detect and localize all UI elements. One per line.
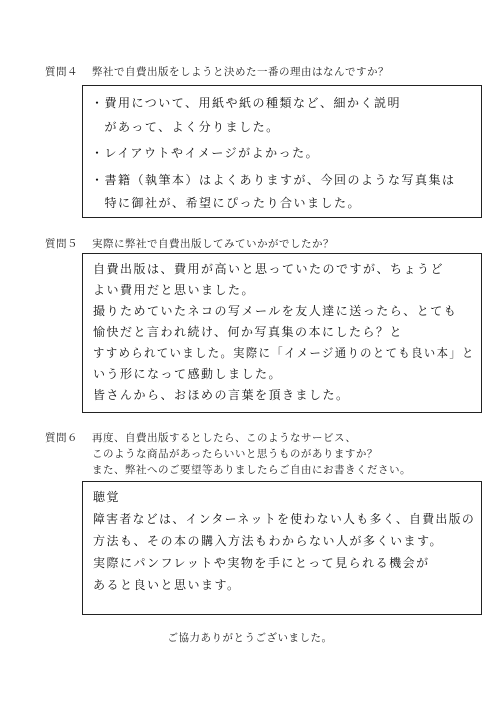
answer-6-line-2: 障害者などは、インターネットを使わない人も多く、自費出版の — [93, 512, 476, 526]
answer-5-line-2: よい費用だと思いました。 — [93, 283, 256, 297]
answer-4-line-3: ・レイアウトやイメージがよかった。 — [91, 146, 320, 160]
question-4-text: 弊社で自費出版をしようと決めた一番の理由はなんですか？ — [92, 66, 389, 78]
closing-message: ご協力ありがとうございました。 — [167, 632, 333, 644]
answer-6-line-4: 実際にパンフレットや実物を手にとって見られる機会が — [93, 556, 430, 570]
answer-6-box — [82, 481, 482, 615]
answer-5-box — [82, 253, 482, 413]
answer-4-line-2: があって、よく分りました。 — [91, 120, 280, 134]
answer-6-line-5: あると良いと思います。 — [93, 578, 241, 592]
answer-4-line-1: ・費用について、用紙や紙の種類など、細かく説明 — [91, 96, 402, 110]
answer-5-line-5: すすめられていました。実際に「イメージ通りのとても良い本」と — [93, 346, 475, 360]
answer-4-box — [82, 85, 482, 218]
answer-4-line-5: 特に御社が、希望にぴったり合いました。 — [91, 196, 362, 210]
answer-4-line-4: ・書籍（執筆本）はよくありますが、今回のような写真集は — [91, 173, 456, 187]
answer-6-line-3: 方法も、その本の購入方法もわからない人が多くいます。 — [93, 534, 444, 548]
answer-5-line-1: 自費出版は、費用が高いと思っていたのですが、ちょうど — [93, 262, 445, 276]
question-5-number: 質問５ — [45, 238, 78, 250]
question-4-number: 質問４ — [45, 66, 78, 78]
question-5-text: 実際に弊社で自費出版してみていかがでしたか？ — [92, 238, 334, 250]
question-6-text-line-1: 再度、自費出版するとしたら、このようなサービス、 — [92, 432, 357, 444]
answer-5-line-3: 撮りためていたネコの写メールを友人達に送ったら、とても — [93, 304, 458, 318]
answer-5-line-7: 皆さんから、おほめの言葉を頂きました。 — [93, 388, 350, 402]
question-6-text-line-2: このような商品があったらいいと思うものがありますか？ — [92, 448, 378, 460]
answer-5-line-6: いう形になって感動しました。 — [93, 367, 283, 381]
answer-5-line-4: 愉快だと言われ続け、何か写真集の本にしたら？と — [93, 325, 404, 339]
question-6-text-line-3: また、弊社へのご要望等ありましたらご自由にお書きください。 — [92, 464, 411, 476]
answer-6-line-1: 聴覚 — [93, 490, 121, 504]
question-6-number: 質問６ — [45, 432, 78, 444]
